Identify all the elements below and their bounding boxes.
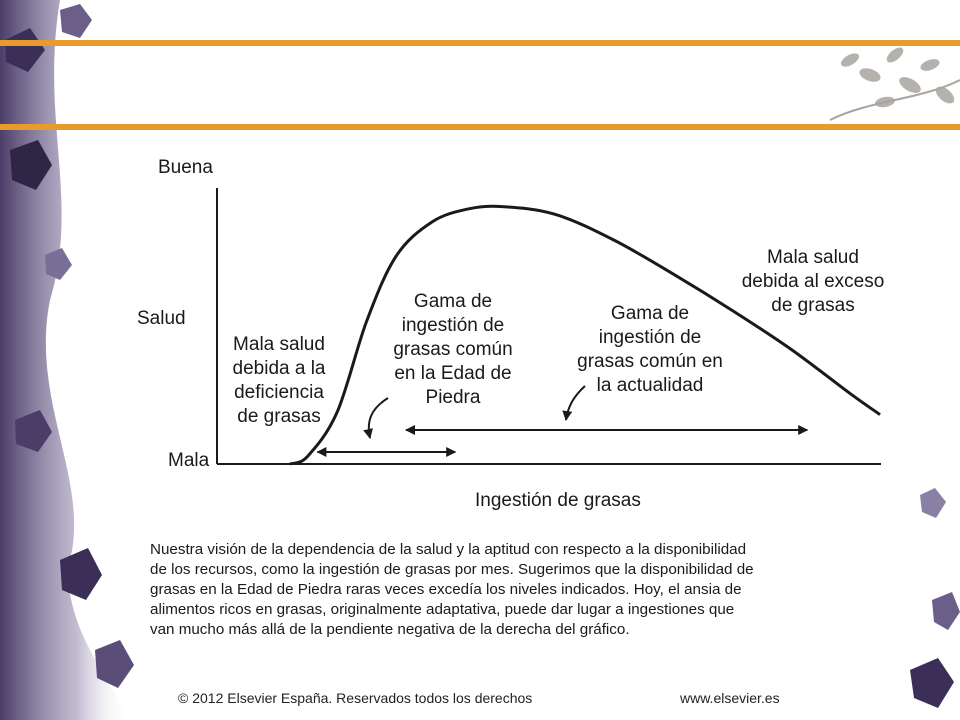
- y-label-good: Buena: [158, 157, 213, 178]
- annotation-stone-age: Gama de ingestión de grasas común en la Edad de Piedra: [393, 291, 513, 408]
- annotation-deficiency: Mala salud debida a la deficiencia de grasas: [232, 334, 326, 427]
- y-label-health: Salud: [137, 308, 186, 329]
- figure-caption: Nuestra visión de la dependencia de la salud y la aptitud con respecto a la disponibilidad de los recursos, como la ingestión de grasas por mes. Sugerimos que la disponibilidad de grasas en la Edad de Piedra raras veces excedía los niveles indicados. Hoy, el ansia de alimentos ricos en grasas, originalmente adaptativa, puede dar lugar a ingestiones que van mucho más allá de la pendiente negativa de la derecha del gráfico.: [150, 541, 754, 638]
- annotation-excess: Mala salud debida al exceso de grasas: [741, 247, 885, 316]
- footer-copyright: © 2012 Elsevier España. Reservados todos los derechos: [178, 690, 533, 706]
- footer-link[interactable]: www.elsevier.es: [680, 690, 780, 706]
- y-label-bad: Mala: [168, 450, 210, 471]
- stone-age-pointer-arrow: [369, 398, 388, 438]
- annotation-modern: Gama de ingestión de grasas común en la actualidad: [577, 303, 723, 396]
- x-axis-label: Ingestión de grasas: [475, 490, 641, 511]
